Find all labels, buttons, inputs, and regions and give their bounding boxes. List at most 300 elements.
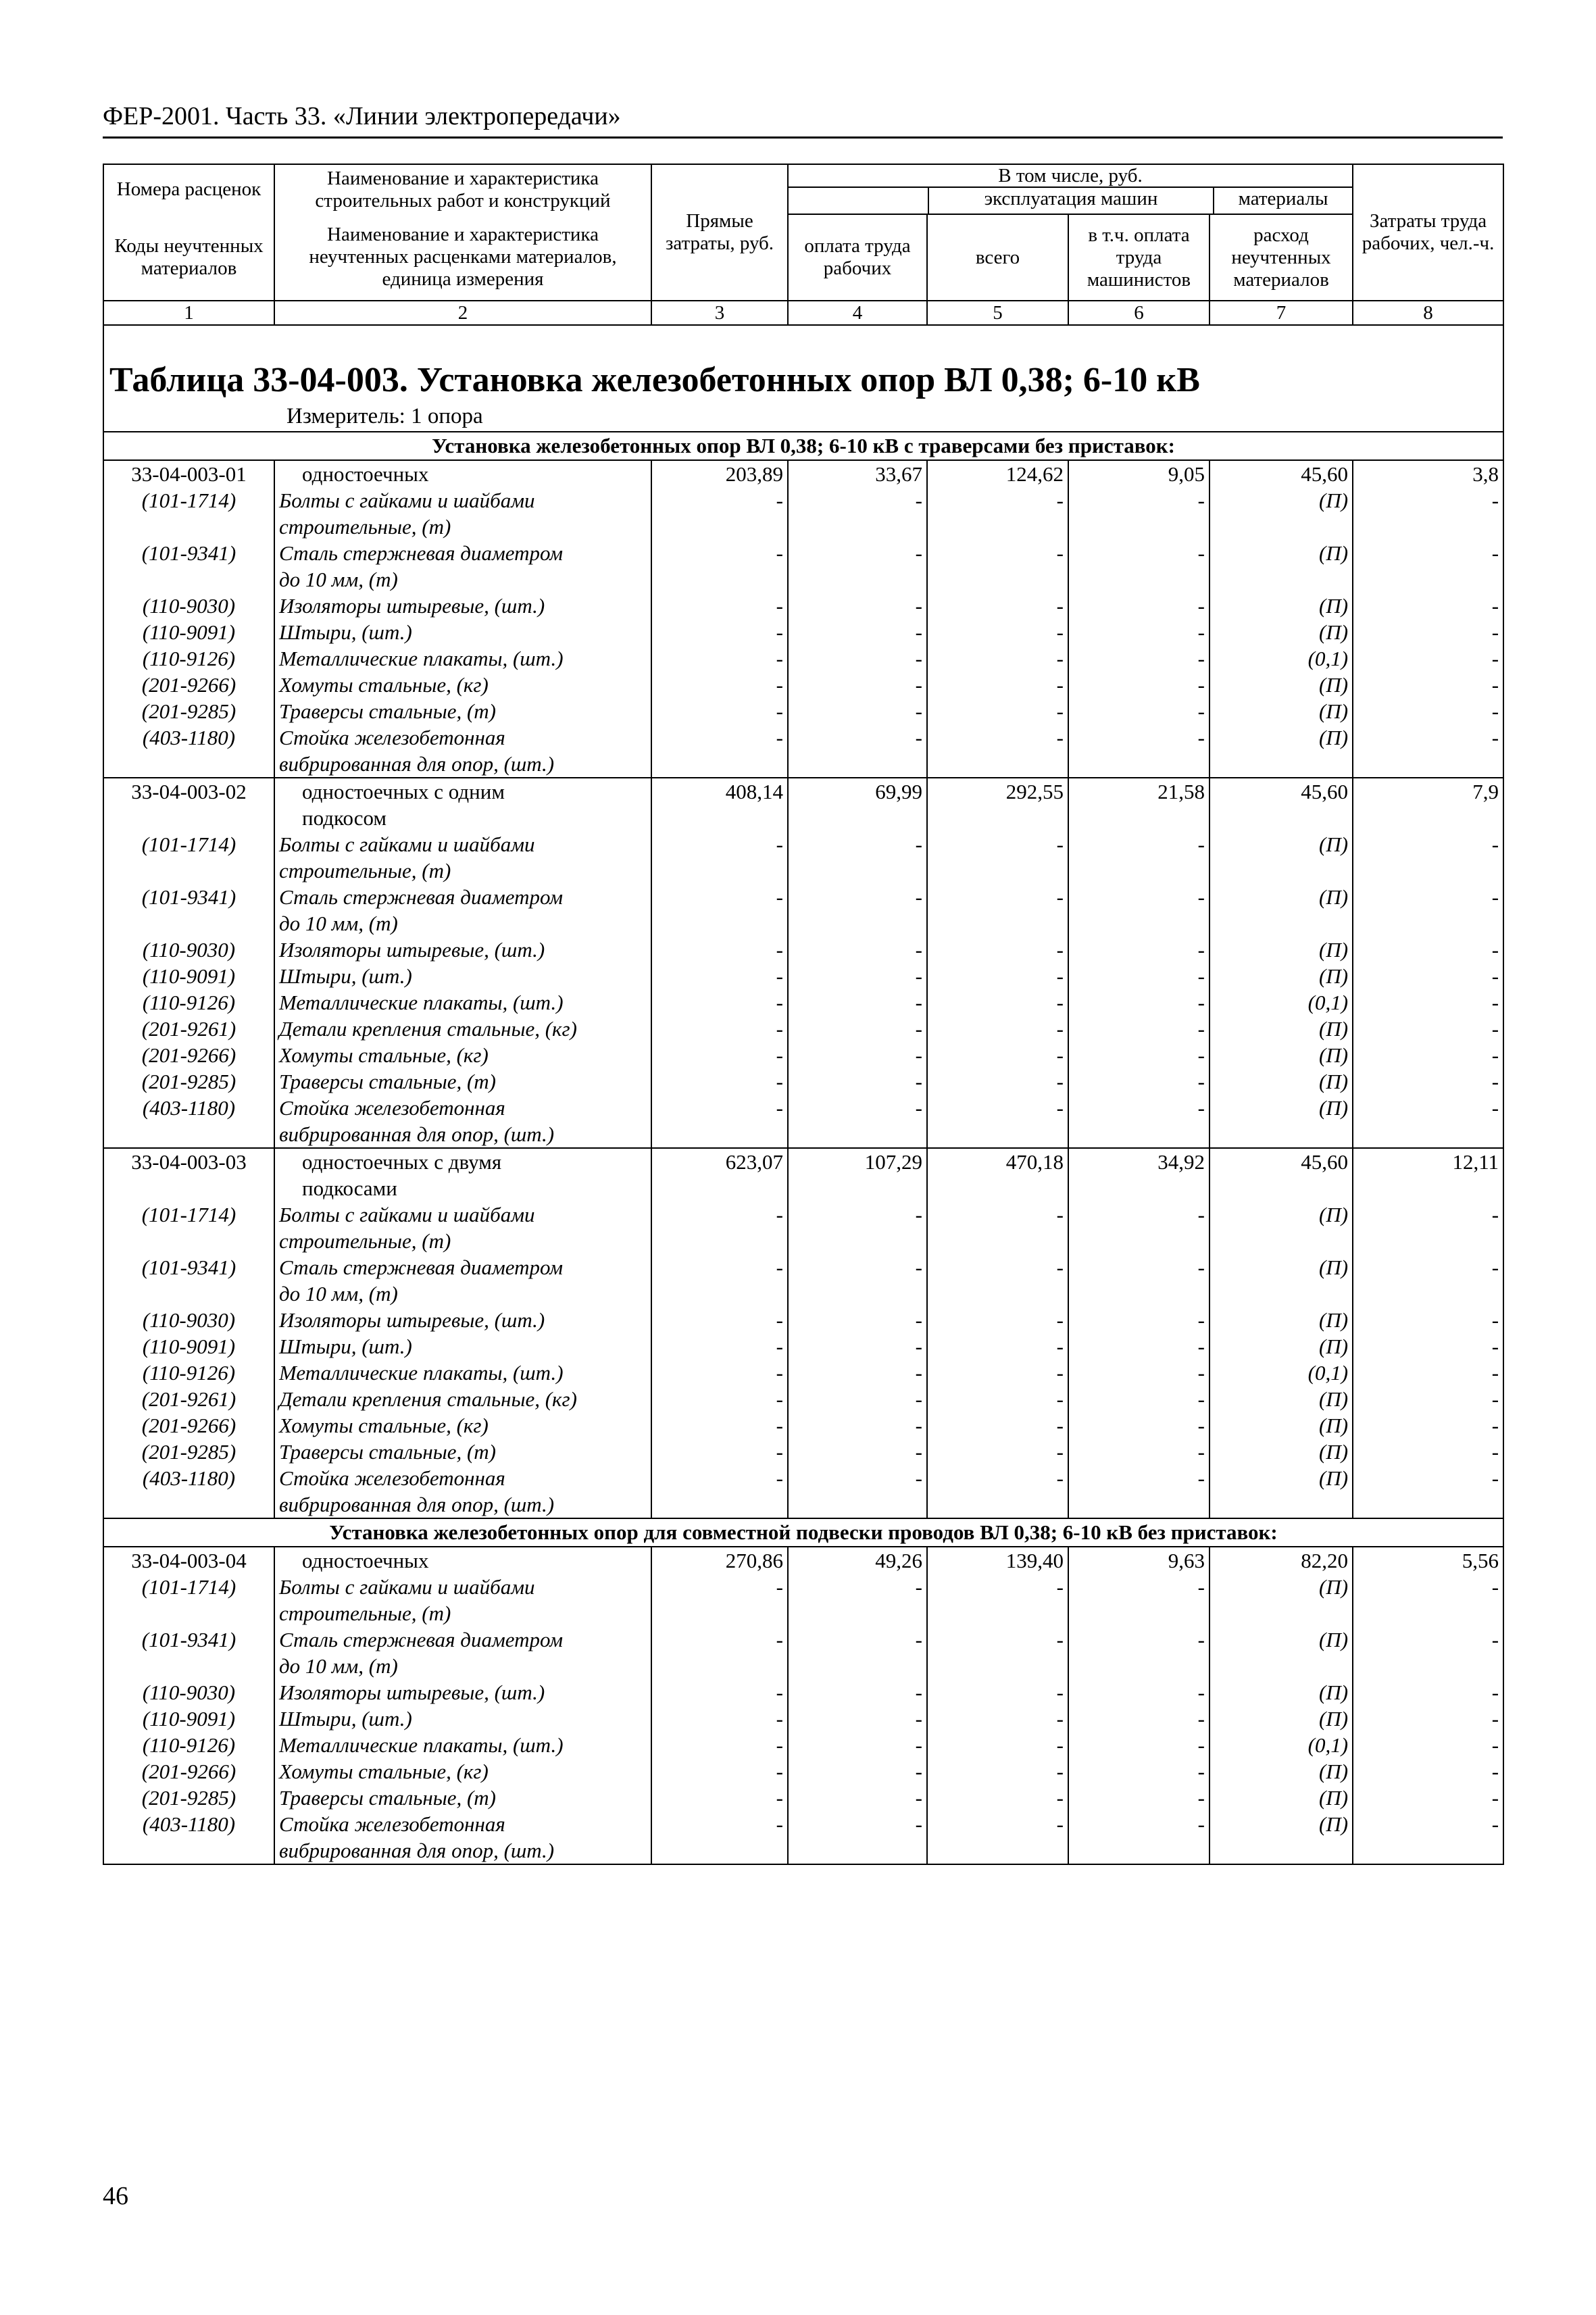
material-code: (201-9285) [103,698,274,724]
material-row [103,540,1503,593]
direct-cost-dash: - [651,1412,788,1439]
machines-total: 139,40 [927,1547,1068,1574]
machines-total-dash: - [927,698,1068,724]
material-name [274,1439,651,1465]
col-header-rate-number: Номера расценок [103,164,274,214]
material-usage: (П) [1210,1679,1353,1706]
material-name [274,884,651,937]
text-line: Хомуты стальные, (кг) [279,1043,489,1067]
material-row [103,698,1503,724]
material-row [103,937,1503,963]
machines-total-dash: - [927,593,1068,619]
material-usage: (П) [1210,724,1353,778]
material-usage: (П) [1210,1465,1353,1518]
direct-cost-dash: - [651,672,788,698]
labor-hours: 12,11 [1353,1148,1503,1201]
labor-pay: 33,67 [788,460,927,487]
material-code: (201-9285) [103,1785,274,1811]
material-row [103,1307,1503,1333]
operator-pay-dash: - [1068,1201,1210,1254]
material-row [103,989,1503,1016]
text-line: Сталь стержневая диаметром [279,1255,564,1279]
col-header-labor-hours: Затраты труда рабочих, чел.-ч. [1353,164,1503,301]
text-line: строительные, (т) [279,1229,451,1253]
text-line: одностоечных с одним [302,780,505,803]
text-line: Болты с гайками и шайбами [279,1575,535,1599]
text-line: Сталь стержневая диаметром [279,885,564,909]
material-usage: (П) [1210,884,1353,937]
text-line: подкосами [302,1176,397,1200]
material-code: (110-9126) [103,1732,274,1758]
material-usage: (П) [1210,963,1353,989]
material-usage: (П) [1210,1439,1353,1465]
operator-pay: 9,05 [1068,460,1210,487]
col-header-machines: эксплуатация машин [928,188,1214,214]
labor-pay-dash: - [788,1574,927,1626]
machines-total-dash: - [927,1758,1068,1785]
labor-hours-dash: - [1353,963,1503,989]
labor-hours-dash: - [1353,1386,1503,1412]
material-row [103,1574,1503,1626]
material-row [103,831,1503,884]
col-header-material-codes: Коды неучтенных материалов [103,214,274,301]
col-number-7: 7 [1210,301,1353,325]
machines-total-dash: - [927,1574,1068,1626]
labor-hours-dash: - [1353,698,1503,724]
text-line: Штыри, (шт.) [279,1335,412,1358]
material-usage: (П) [1210,487,1353,540]
text-line: Стойка железобетонная [279,1096,505,1120]
material-row [103,1465,1503,1518]
material-usage: (П) [1210,1068,1353,1095]
text-line: Сталь стержневая диаметром [279,541,564,565]
operator-pay-dash: - [1068,1732,1210,1758]
labor-hours: 7,9 [1353,778,1503,831]
text-line: подкосом [302,806,387,830]
material-usage: (П) [1210,1386,1353,1412]
direct-cost-dash: - [651,619,788,645]
measure-unit: Измеритель: 1 опора [286,404,483,428]
labor-hours: 5,56 [1353,1547,1503,1574]
col-header-including-group [788,164,1353,214]
operator-pay-dash: - [1068,1758,1210,1785]
labor-hours-dash: - [1353,989,1503,1016]
labor-hours-dash: - [1353,1574,1503,1626]
machines-total-dash: - [927,487,1068,540]
material-row [103,1068,1503,1095]
direct-cost-dash: - [651,1811,788,1864]
labor-pay-dash: - [788,1465,927,1518]
material-name [274,619,651,645]
direct-cost: 623,07 [651,1148,788,1201]
operator-pay-dash: - [1068,1785,1210,1811]
labor-hours-dash: - [1353,1201,1503,1254]
direct-cost-dash: - [651,1574,788,1626]
labor-hours-dash: - [1353,593,1503,619]
material-usage: (П) [1210,1016,1353,1042]
text-line: Стойка железобетонная [279,1466,505,1490]
material-name [274,698,651,724]
material-code: (110-9030) [103,1307,274,1333]
labor-hours-dash: - [1353,540,1503,593]
machines-total-dash: - [927,831,1068,884]
material-row [103,1706,1503,1732]
material-row [103,1732,1503,1758]
labor-pay-dash: - [788,1068,927,1095]
direct-cost-dash: - [651,989,788,1016]
material-code: (101-1714) [103,831,274,884]
direct-cost: 203,89 [651,460,788,487]
text-line: Штыри, (шт.) [279,620,412,644]
machines-total-dash: - [927,1626,1068,1679]
col-header-subgroups [789,188,1352,214]
material-name [274,645,651,672]
material-code: (403-1180) [103,1811,274,1864]
operator-pay-dash: - [1068,1016,1210,1042]
labor-hours-dash: - [1353,884,1503,937]
operator-pay-dash: - [1068,619,1210,645]
operator-pay-dash: - [1068,698,1210,724]
rate-row [103,1148,1503,1201]
direct-cost-dash: - [651,1068,788,1095]
materials-cost: 82,20 [1210,1547,1353,1574]
material-name [274,1679,651,1706]
labor-hours-dash: - [1353,937,1503,963]
labor-pay-dash: - [788,831,927,884]
labor-hours-dash: - [1353,1360,1503,1386]
labor-hours-dash: - [1353,1732,1503,1758]
labor-hours-dash: - [1353,1412,1503,1439]
text-line: Траверсы стальные, (т) [279,1070,497,1093]
direct-cost-dash: - [651,1439,788,1465]
material-code: (110-9126) [103,645,274,672]
labor-hours-dash: - [1353,1095,1503,1148]
machines-total-dash: - [927,619,1068,645]
labor-hours: 3,8 [1353,460,1503,487]
operator-pay-dash: - [1068,1465,1210,1518]
direct-cost-dash: - [651,884,788,937]
text-line: строительные, (т) [279,859,451,882]
direct-cost-dash: - [651,645,788,672]
text-line: вибрированная для опор, (шт.) [279,1839,555,1862]
col-header-materials: материалы [1238,188,1328,209]
material-name [274,1333,651,1360]
labor-hours-dash: - [1353,1758,1503,1785]
material-name [274,1732,651,1758]
material-row [103,1095,1503,1148]
labor-hours-dash: - [1353,619,1503,645]
machines-total-dash: - [927,1706,1068,1732]
material-row [103,593,1503,619]
machines-total-dash: - [927,1307,1068,1333]
labor-pay-dash: - [788,1626,927,1679]
operator-pay-dash: - [1068,1254,1210,1307]
col-header-operator-pay: в т.ч. оплата труда машинистов [1068,214,1210,301]
material-name [274,1412,651,1439]
material-usage: (0,1) [1210,645,1353,672]
direct-cost-dash: - [651,1758,788,1785]
direct-cost-dash: - [651,1785,788,1811]
text-line: Болты с гайками и шайбами [279,489,535,512]
material-usage: (0,1) [1210,1732,1353,1758]
direct-cost-dash: - [651,1254,788,1307]
machines-total-dash: - [927,1386,1068,1412]
material-code: (201-9285) [103,1068,274,1095]
material-code: (110-9091) [103,1706,274,1732]
labor-pay-dash: - [788,672,927,698]
direct-cost-dash: - [651,831,788,884]
operator-pay-dash: - [1068,1095,1210,1148]
machines-total-dash: - [927,1439,1068,1465]
text-line: строительные, (т) [279,515,451,539]
material-row [103,487,1503,540]
operator-pay-dash: - [1068,989,1210,1016]
labor-hours-dash: - [1353,1626,1503,1679]
material-code: (403-1180) [103,1465,274,1518]
material-code: (101-9341) [103,884,274,937]
material-code: (110-9030) [103,1679,274,1706]
text-line: строительные, (т) [279,1601,451,1625]
material-usage: (П) [1210,1626,1353,1679]
text-line: вибрированная для опор, (шт.) [279,1493,555,1516]
operator-pay-dash: - [1068,963,1210,989]
direct-cost-dash: - [651,593,788,619]
direct-cost: 270,86 [651,1547,788,1574]
material-name [274,989,651,1016]
machines-total-dash: - [927,1042,1068,1068]
operator-pay-dash: - [1068,487,1210,540]
operator-pay-dash: - [1068,831,1210,884]
material-name [274,963,651,989]
labor-pay: 49,26 [788,1547,927,1574]
material-name [274,1095,651,1148]
col-number-6: 6 [1068,301,1210,325]
rate-code: 33-04-003-02 [103,778,274,831]
section-title: Установка железобетонных опор ВЛ 0,38; 6-10 кВ с траверсами без приставок: [103,432,1503,460]
document-header: ФЕР-2001. Часть 33. «Линии электропередачи» [103,102,621,130]
col-header-machines-total: всего [927,214,1068,301]
material-usage: (П) [1210,1042,1353,1068]
material-row [103,1758,1503,1785]
text-line: Детали крепления стальные, (кг) [279,1387,577,1411]
operator-pay-dash: - [1068,1706,1210,1732]
material-code: (110-9091) [103,619,274,645]
operator-pay-dash: - [1068,1811,1210,1864]
text-line: Траверсы стальные, (т) [279,1786,497,1810]
material-code: (110-9091) [103,963,274,989]
direct-cost-dash: - [651,1201,788,1254]
text-line: до 10 мм, (т) [279,912,398,935]
operator-pay-dash: - [1068,645,1210,672]
labor-pay-dash: - [788,619,927,645]
material-name [274,724,651,778]
labor-pay-dash: - [788,540,927,593]
machines-total-dash: - [927,1201,1068,1254]
labor-pay-dash: - [788,1360,927,1386]
col-header-direct-costs: Прямые затраты, руб. [651,164,788,301]
material-code: (403-1180) [103,724,274,778]
labor-hours-dash: - [1353,831,1503,884]
rate-code: 33-04-003-03 [103,1148,274,1201]
material-row [103,724,1503,778]
text-line: Траверсы стальные, (т) [279,1440,497,1464]
labor-pay-dash: - [788,1758,927,1785]
material-code: (110-9030) [103,593,274,619]
text-line: вибрированная для опор, (шт.) [279,752,555,776]
material-usage: (П) [1210,1574,1353,1626]
price-table [103,164,1504,1865]
machines-total-dash: - [927,963,1068,989]
material-usage: (П) [1210,1758,1353,1785]
material-name [274,672,651,698]
labor-hours-dash: - [1353,487,1503,540]
material-name [274,540,651,593]
labor-hours-dash: - [1353,1333,1503,1360]
material-code: (201-9261) [103,1386,274,1412]
direct-cost-dash: - [651,1360,788,1386]
col-number-8: 8 [1353,301,1503,325]
material-name [274,1360,651,1386]
material-name [274,487,651,540]
rate-row [103,460,1503,487]
machines-total-dash: - [927,1068,1068,1095]
section-title: Установка железобетонных опор для совместной подвески проводов ВЛ 0,38; 6-10 кВ без приставок: [103,1518,1503,1547]
labor-hours-dash: - [1353,1042,1503,1068]
material-usage: (П) [1210,540,1353,593]
machines-total-dash: - [927,1785,1068,1811]
material-name [274,1785,651,1811]
material-row [103,1201,1503,1254]
labor-pay-dash: - [788,937,927,963]
col-header-including: В том числе, руб. [789,165,1352,188]
section-header-row [103,1518,1503,1547]
text-line: до 10 мм, (т) [279,568,398,591]
operator-pay-dash: - [1068,593,1210,619]
text-line: Хомуты стальные, (кг) [279,1414,489,1437]
text-line: Хомуты стальные, (кг) [279,1760,489,1783]
labor-hours-dash: - [1353,1785,1503,1811]
machines-total-dash: - [927,1412,1068,1439]
material-row [103,1679,1503,1706]
text-line: Болты с гайками и шайбами [279,1203,535,1226]
material-code: (403-1180) [103,1095,274,1148]
text-line: одностоечных [302,1549,429,1572]
material-name [274,1811,651,1864]
direct-cost-dash: - [651,937,788,963]
labor-pay-dash: - [788,1386,927,1412]
table-title: Таблица 33-04-003. Установка железобетонных опор ВЛ 0,38; 6-10 кВ [109,361,1200,399]
text-line: одностоечных с двумя [302,1150,502,1174]
page-number: 46 [103,2182,128,2210]
material-code: (201-9266) [103,1758,274,1785]
rate-name [274,778,651,831]
material-usage: (П) [1210,1785,1353,1811]
col-header-material-usage: расход неучтенных материалов [1210,214,1353,301]
col-number-4: 4 [788,301,927,325]
labor-hours-dash: - [1353,1439,1503,1465]
material-name [274,1201,651,1254]
col-number-1: 1 [103,301,274,325]
rate-row [103,1547,1503,1574]
text-line: Изоляторы штыревые, (шт.) [279,1681,545,1704]
material-row [103,1386,1503,1412]
labor-pay-dash: - [788,1732,927,1758]
text-line: Болты с гайками и шайбами [279,832,535,856]
material-code: (201-9266) [103,1042,274,1068]
labor-pay-dash: - [788,1439,927,1465]
text-line: Сталь стержневая диаметром [279,1628,564,1651]
material-row [103,963,1503,989]
material-name [274,1254,651,1307]
machines-total-dash: - [927,672,1068,698]
material-row [103,1412,1503,1439]
material-code: (101-9341) [103,1626,274,1679]
labor-pay-dash: - [788,487,927,540]
labor-hours-dash: - [1353,1016,1503,1042]
labor-hours-dash: - [1353,1307,1503,1333]
labor-hours-dash: - [1353,1706,1503,1732]
material-usage: (П) [1210,831,1353,884]
text-line: Детали крепления стальные, (кг) [279,1017,577,1041]
labor-pay-dash: - [788,1811,927,1864]
direct-cost-dash: - [651,1333,788,1360]
direct-cost-dash: - [651,1626,788,1679]
operator-pay-dash: - [1068,1626,1210,1679]
header-rule [103,136,1503,139]
col-number-2: 2 [274,301,651,325]
material-name [274,1758,651,1785]
machines-total-dash: - [927,724,1068,778]
material-name [274,1465,651,1518]
operator-pay-dash: - [1068,724,1210,778]
operator-pay: 9,63 [1068,1547,1210,1574]
rate-name [274,460,651,487]
operator-pay-dash: - [1068,937,1210,963]
text-line: Стойка железобетонная [279,726,505,749]
labor-hours-dash: - [1353,645,1503,672]
material-row [103,1811,1503,1864]
labor-pay-dash: - [788,1785,927,1811]
labor-pay-dash: - [788,645,927,672]
material-usage: (П) [1210,1201,1353,1254]
material-code: (101-9341) [103,540,274,593]
text-line: до 10 мм, (т) [279,1282,398,1305]
machines-total-dash: - [927,1465,1068,1518]
material-usage: (П) [1210,1412,1353,1439]
material-row [103,1333,1503,1360]
material-row [103,1254,1503,1307]
material-code: (110-9030) [103,937,274,963]
labor-hours-dash: - [1353,1465,1503,1518]
labor-pay-dash: - [788,1042,927,1068]
material-row [103,645,1503,672]
material-code: (101-1714) [103,1574,274,1626]
labor-pay-dash: - [788,1201,927,1254]
operator-pay-dash: - [1068,1439,1210,1465]
material-name [274,1706,651,1732]
machines-total-dash: - [927,1811,1068,1864]
material-usage: (П) [1210,1706,1353,1732]
material-code: (201-9285) [103,1439,274,1465]
operator-pay-dash: - [1068,1412,1210,1439]
text-line: одностоечных [302,462,429,486]
machines-total-dash: - [927,1016,1068,1042]
direct-cost-dash: - [651,724,788,778]
material-row [103,672,1503,698]
labor-pay-dash: - [788,1679,927,1706]
operator-pay-dash: - [1068,1333,1210,1360]
machines-total-dash: - [927,540,1068,593]
